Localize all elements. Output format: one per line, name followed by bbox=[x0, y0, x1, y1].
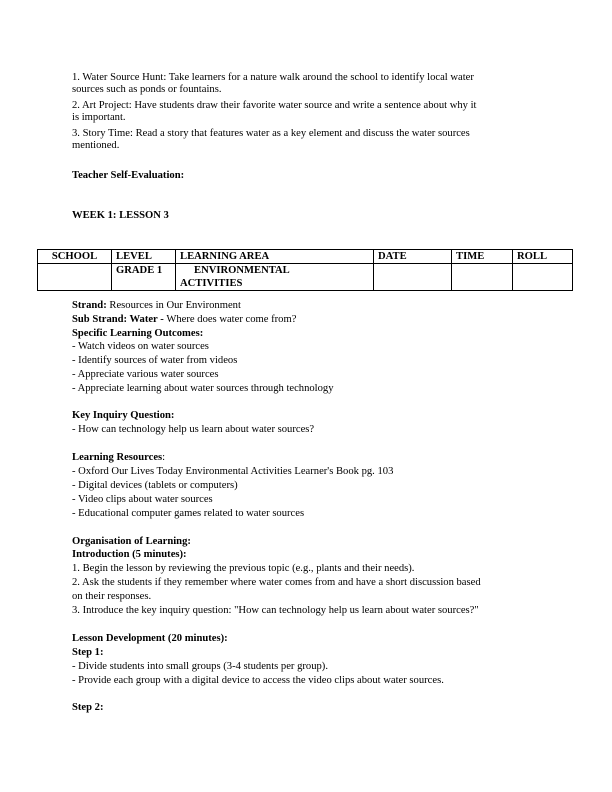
activity-line: is important. bbox=[72, 112, 126, 123]
list-item: on their responses. bbox=[72, 591, 152, 602]
strand-line bbox=[72, 300, 241, 312]
teacher-self-evaluation-heading: Teacher Self-Evaluation: bbox=[72, 170, 185, 181]
week-lesson-title: WEEK 1: LESSON 3 bbox=[72, 210, 169, 221]
list-item: - Oxford Our Lives Today Environmental Activities Learner's Book pg. 103 bbox=[72, 466, 394, 477]
list-item: 1. Begin the lesson by reviewing the previous topic (e.g., plants and their needs). bbox=[72, 563, 415, 574]
strand-value: Resources in Our Environment bbox=[106, 300, 241, 311]
table-row bbox=[38, 264, 573, 291]
key-inquiry-heading: Key Inquiry Question: bbox=[72, 410, 175, 421]
learning-area-line1: ENVIRONMENTAL bbox=[194, 265, 290, 276]
lesson-info-table bbox=[37, 249, 573, 291]
sub-strand-line bbox=[72, 314, 296, 326]
list-item: - Divide students into small groups (3-4 students per group). bbox=[72, 661, 328, 672]
header-school: SCHOOL bbox=[38, 250, 112, 264]
list-item: - Appreciate learning about water sources through technology bbox=[72, 383, 334, 394]
cell-learning-area bbox=[176, 264, 374, 291]
table-header-row bbox=[38, 250, 573, 264]
learning-area-line2: ACTIVITIES bbox=[180, 278, 243, 289]
header-learning-area: LEARNING AREA bbox=[176, 250, 374, 264]
step1-heading: Step 1: bbox=[72, 647, 104, 658]
activity-line: 1. Water Source Hunt: Take learners for a nature walk around the school to identify local water bbox=[72, 72, 474, 83]
list-item: - Educational computer games related to water sources bbox=[72, 508, 305, 519]
specific-outcomes-heading: Specific Learning Outcomes: bbox=[72, 328, 204, 339]
header-roll: ROLL bbox=[513, 250, 573, 264]
cell-level: GRADE 1 bbox=[112, 264, 176, 291]
list-item: - Digital devices (tablets or computers) bbox=[72, 480, 238, 491]
organisation-heading: Organisation of Learning: bbox=[72, 536, 191, 547]
learning-resources-heading: Learning Resources bbox=[72, 452, 163, 463]
header-time: TIME bbox=[452, 250, 513, 264]
header-level: LEVEL bbox=[112, 250, 176, 264]
list-item: - Identify sources of water from videos bbox=[72, 355, 238, 366]
strand-label: Strand: bbox=[72, 300, 107, 311]
lesson-development-heading: Lesson Development (20 minutes): bbox=[72, 633, 228, 644]
learning-resources-heading-line bbox=[72, 452, 165, 464]
list-item: - Watch videos on water sources bbox=[72, 341, 209, 352]
introduction-heading: Introduction (5 minutes): bbox=[72, 549, 187, 560]
list-item: 3. Introduce the key inquiry question: "How can technology help us learn about water sources?" bbox=[72, 605, 479, 616]
list-item: - Provide each group with a digital device to access the video clips about water sources. bbox=[72, 675, 444, 686]
activity-line: mentioned. bbox=[72, 140, 120, 151]
activity-line: 3. Story Time: Read a story that features water as a key element and discuss the water sources bbox=[72, 128, 470, 139]
cell-date bbox=[374, 264, 452, 291]
cell-time bbox=[452, 264, 513, 291]
list-item: 2. Ask the students if they remember where water comes from and have a short discussion based bbox=[72, 577, 481, 588]
activity-line: 2. Art Project: Have students draw their favorite water source and write a sentence about why it bbox=[72, 100, 477, 111]
list-item: - How can technology help us learn about water sources? bbox=[72, 424, 315, 435]
header-date: DATE bbox=[374, 250, 452, 264]
step2-heading: Step 2: bbox=[72, 702, 104, 713]
sub-strand-value: Where does water come from? bbox=[166, 314, 297, 325]
activity-line: sources such as ponds or fountains. bbox=[72, 84, 222, 95]
cell-roll bbox=[513, 264, 573, 291]
learning-resources-colon: : bbox=[162, 452, 166, 463]
sub-strand-label: Sub Strand: Water - bbox=[72, 314, 167, 325]
list-item: - Appreciate various water sources bbox=[72, 369, 219, 380]
cell-school bbox=[38, 264, 112, 291]
list-item: - Video clips about water sources bbox=[72, 494, 213, 505]
